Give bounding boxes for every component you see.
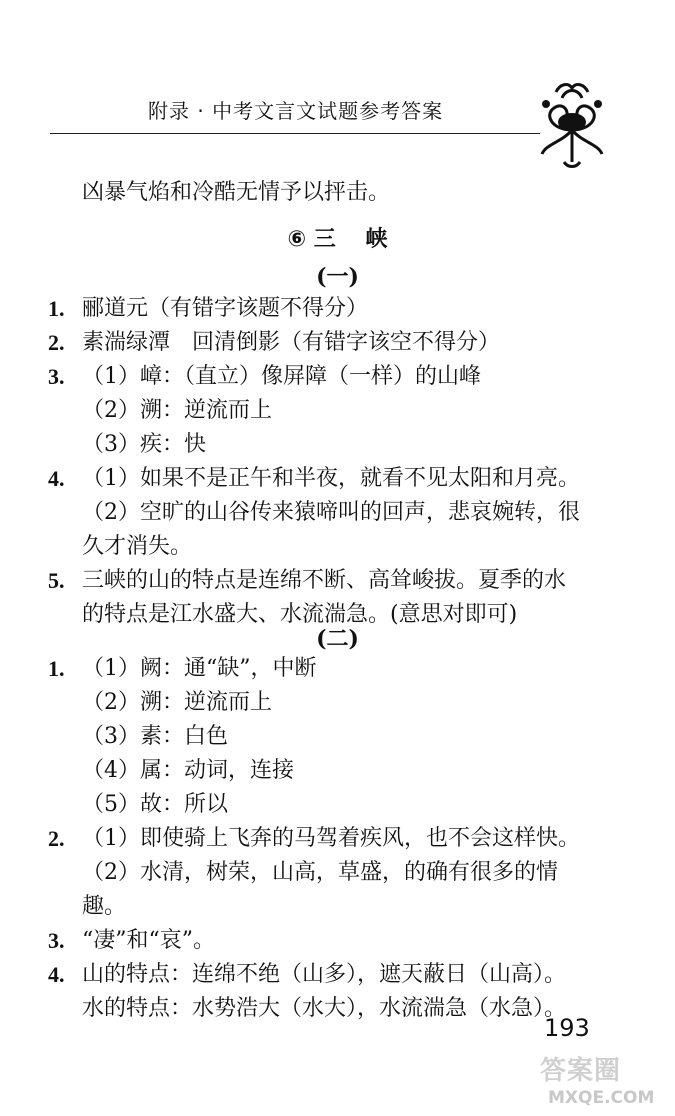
- page-number: 193: [544, 1014, 590, 1042]
- running-header: 附录 · 中考文言文试题参考答案: [148, 99, 444, 123]
- section-title: ⑥ 三 峡: [287, 227, 388, 252]
- watermark-logo: 答案圈: [540, 1056, 622, 1086]
- flower-ornament-icon: [532, 80, 612, 170]
- header-rule: [50, 133, 540, 134]
- watermark-url: MXQE.COM: [548, 1088, 655, 1108]
- part1-heading: (一): [316, 264, 359, 290]
- book-page: 附录 · 中考文言文试题参考答案 凶暴气焰和冷酷无情予以抨击。 ⑥ 三 峡 (一) 1. 郦道元（有错字该题不得分） 2. 素湍绿潭 回清倒影（有错字该空不得分） 3. （1）嶂：（直立）像屏障（一样）的山峰 （2）溯：逆流而上 （3）疾：快 4. （1）如果不是正午和半夜，就看不见太阳和月亮。 （2）空旷的山谷传来猿啼叫的回声，悲哀婉转，很 久才消失。 5. 三峡的山的特点是连绵不断、高耸峻拔。夏季的水 的特点是江水盛大、水流湍急。(意思对即可) (二) 1. （1）阙：通“缺”，中断 （2）溯：逆流而上 （3）素：白色 （4）属：动词，连接 （5）故：所以 2. （1）即使骑上飞奔的马驾着疾风，也不会这样快。 （2）水清，树荣，山高，草盛，的确有很多的情 趣。 3. “凄”和“哀”。 4. 山的特点：连绵不绝（山多），遮天蔽日（山高）。 水的特点：水势浩大（水大），水流湍急（水急）。 193 答案圈 MXQE.COM: [0, 0, 675, 1116]
- part2-heading: (二): [316, 626, 359, 652]
